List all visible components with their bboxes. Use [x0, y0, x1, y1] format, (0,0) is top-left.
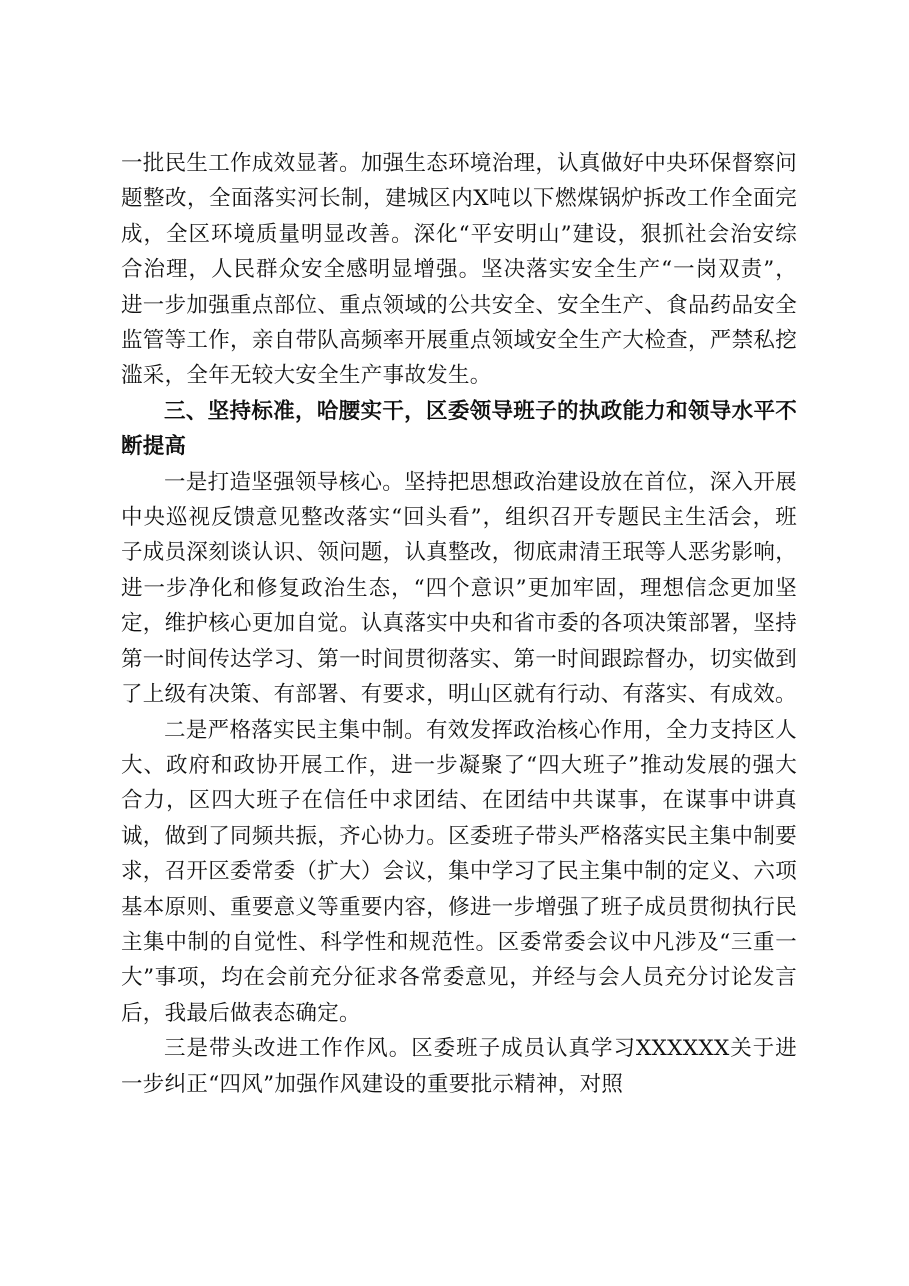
paragraph-body: [121, 1031, 797, 1102]
paragraph-continuation: 一批民生工作成效显著。加强生态环境治理，认真做好中央环保督察问题整改，全面落实河长制，建城区内X吨以下燃煤锅炉拆改工作全面完成，全区环境质量明显改善。深化“平安明山”建设，狠抓社会治安综合治理，人民群众安全感明显增强。坚决落实安全生产“一岗双责”，进一步加强重点部位、重点领域的公共安全、安全生产、食品药品安全监管等工作，亲自带队高频率开展重点领域安全生产大检查，严禁私挖滥采，全年无较大安全生产事故发生。: [121, 151, 797, 389]
paragraph-text: 有效发挥政治核心作用，全力支持区人大、政府和政协开展工作，进一步凝聚了“四大班子”推动发展的强大合力，区四大班子在信任中求团结、在团结中共谋事，在谋事中讲真诚，做到了同频共振，齐心协力。区委班子带头严格落实民主集中制要求，召开区委常委（扩大）会议，集中学习了民主集中制的定义、六项基本原则、重要意义等重要内容，修进一步增强了班子成员贯彻执行民主集中制的自觉性、科学性和规范性。区委常委会议中凡涉及“三重一大”事项，均在会前充分征求各常委意见，并经与会人员充分讨论发言后，我最后做表态确定。: [121, 717, 797, 1026]
paragraph-text: 区委班子成员认真学习XXXXXX关于进一步纠正“四风”加强作风建设的重要批示精神，对照: [121, 1036, 797, 1097]
paragraph-lead: 三是带头改进工作作风。: [164, 1036, 412, 1062]
section-heading: 三、坚持标准，哈腰实干，区委领导班子的执政能力和领导水平不断提高: [121, 398, 797, 460]
paragraph-text: 坚持把思想政治建设放在首位，深入开展中央巡视反馈意见整改落实“回头看”，组织召开专题民主生活会，班子成员深刻谈认识、领问题，认真整改，彻底肃清王珉等人恶劣影响，进一步净化和修复政治生态，“四个意识”更加牢固，理想信念更加坚定，维护核心更加自觉。认真落实中央和省市委的各项决策部署，坚持第一时间传达学习、第一时间贯彻落实、第一时间跟踪督办，切实做到了上级有决策、有部署、有要求，明山区就有行动、有落实、有成效。: [121, 469, 797, 708]
paragraph-lead: 二是严格落实民主集中制。: [164, 717, 426, 743]
document-body: [121, 146, 797, 1102]
paragraph-lead: 一是打造坚强领导核心。: [164, 469, 405, 495]
paragraph-body: [121, 713, 797, 1032]
paragraph-body: [121, 465, 797, 713]
